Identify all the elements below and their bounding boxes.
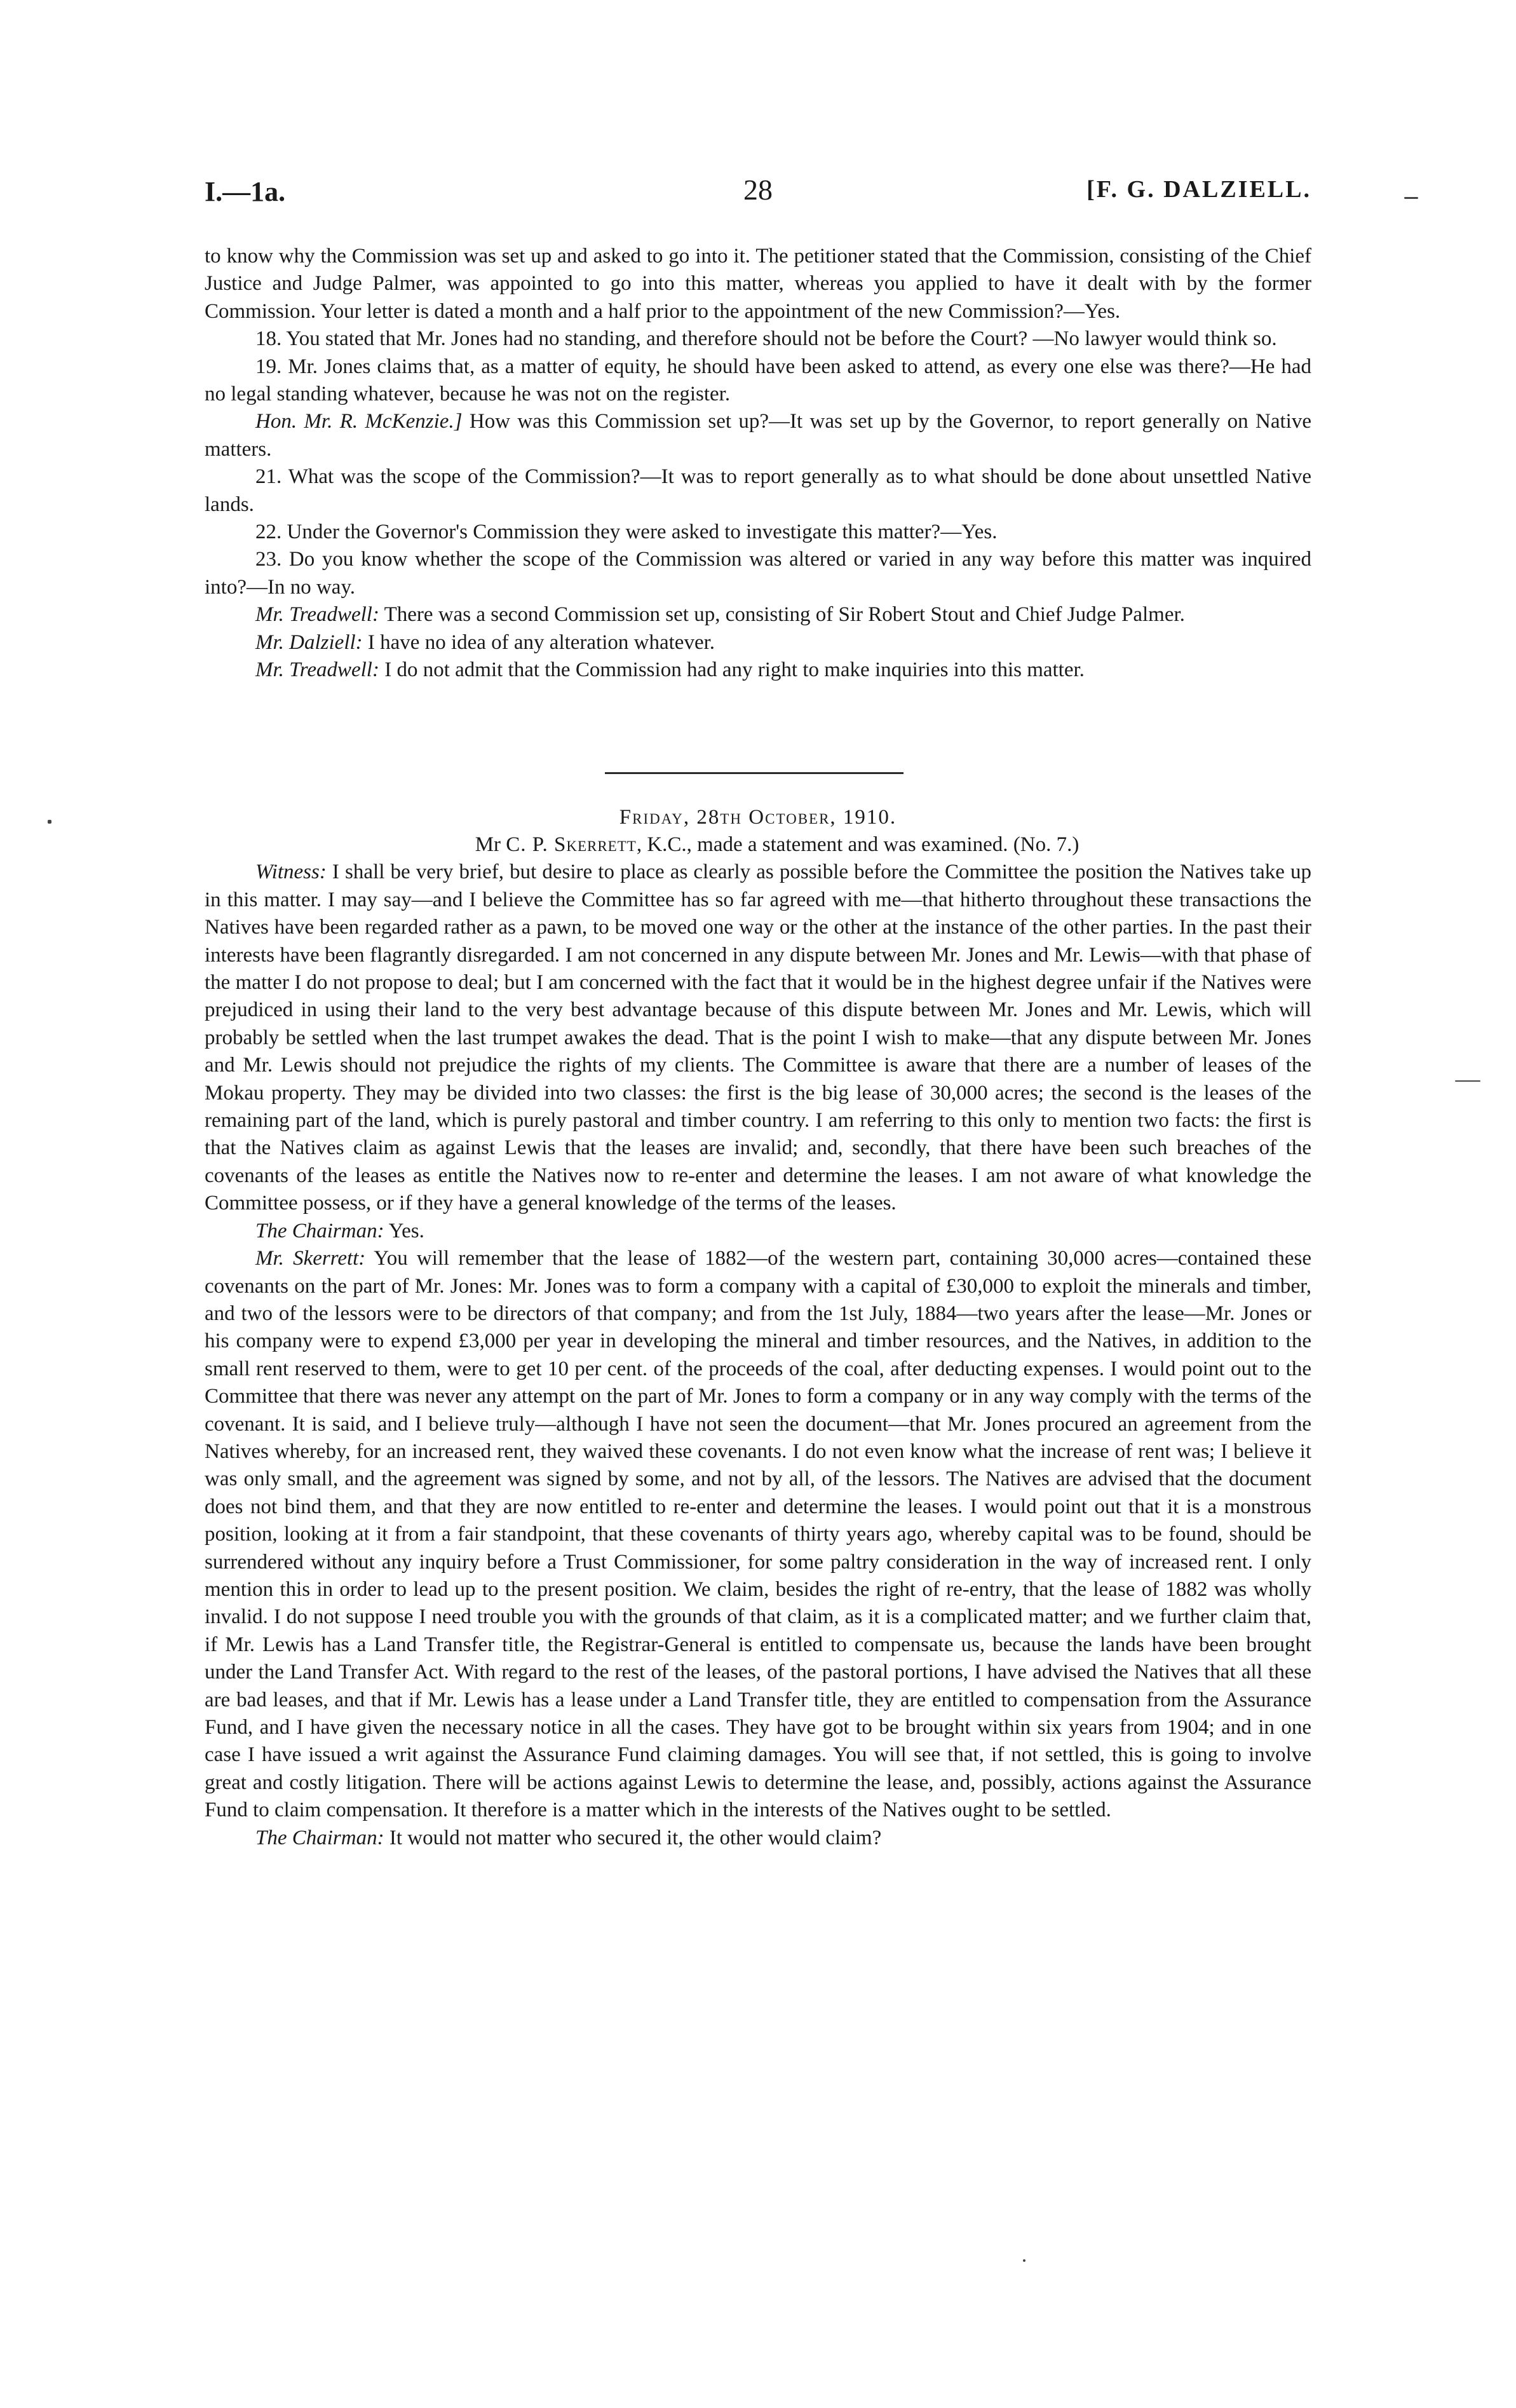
section-divider xyxy=(605,772,904,774)
question-23: 23. Do you know whether the scope of the Commission was altered or varied in any way before this matter was inquired into?—In no way. xyxy=(205,548,1311,599)
skerrett-statement xyxy=(205,831,1311,1852)
skerrett-remark xyxy=(205,1245,1311,1825)
chairman-remark-2 xyxy=(205,1825,1311,1852)
speech-text: There was a second Commission set up, consisting of Sir Robert Stout and Chief Judge Palmer. xyxy=(379,603,1185,627)
speech-text: I have no idea of any alteration whatever. xyxy=(362,630,715,654)
question-18: 18. You stated that Mr. Jones had no standing, and therefore should not be before the Court? —No lawyer would think so. xyxy=(255,327,1277,351)
paragraph-continuation: to know why the Commission was set up and asked to go into it. The petitioner stated that the Commission, consisting of the Chief Justice and Judge Palmer, was appointed to go into this matter, whereas you applied to have it dealt with by the former Commission. Your letter is dated a month and a half prior to the appointment of the new Commission?—Yes. xyxy=(205,245,1311,323)
speech-text: You will remember that the lease of 1882—of the western part, containing 30,000 acres—contained these covenants on the part of Mr. Jones: Mr. Jones was to form a company with a capital of £30,000 to exploit the minerals and timber, and two of the lessors were to be directors of that company; and from the 1st July, 1884—two years after the lease—Mr. Jones or his company were to expend £3,000 per year in developing the mineral and timber resources, and the Natives, in addition to the small rent reserved to them, were to get 10 per cent. of the proceeds of the coal, after deducting expenses. I would point out to the Committee that there was never any attempt on the part of Mr. Jones to form a company or in any way comply with the terms of the covenant. It is said, and I believe truly—although I have not seen the document—that Mr. Jones procured an agreement from the Natives whereby, for an increased rent, they waived these covenants. I do not even know what the increase of rent was; I believe it was only small, and the agreement was signed by some, and not by all, of the lessors. The Natives are advised that the document does not bind them, and that they are now entitled to re-enter and determine the leases. I would point out that it is a monstrous position, looking at it from a fair standpoint, that these covenants of thirty years ago, whereby capital was to be found, should be surrendered without any inquiry before a Trust Commissioner, for some paltry consideration in the way of increased rent. I only mention this in order to lead up to the present position. We claim, besides the right of re-entry, that the lease of 1882 was wholly invalid. I do not suppose I need trouble you with the grounds of that claim, as it is a complicated matter; and we further claim that, if Mr. Lewis has a Land Transfer title, the Registrar-General is entitled to compensate us, because the lands have been brought under the Land Transfer Act. With regard to the rest of the leases, of the pastoral portions, I have advised the Natives that all these are bad leases, and that if Mr. Lewis has a lease under a Land Transfer title, they are entitled to compensation from the Assurance Fund, and I have given the necessary notice in all the cases. They have got to be brought within six years from 1904; and in one case I have issued a writ against the Assurance Fund claiming damages. You will see that, if not settled, this is going to involve great and costly litigation. There will be actions against Lewis to determine the lease, and, possibly, actions against the Assurance Fund to claim compensation. It therefore is a matter which in the interests of the Natives ought to be settled. xyxy=(205,1247,1311,1822)
treadwell-remark-1 xyxy=(205,601,1311,629)
treadwell-remark-2 xyxy=(205,656,1311,684)
speaker-name: Hon. Mr. R. McKenzie.] xyxy=(255,410,463,433)
question-22: 22. Under the Governor's Commission they were asked to investigate this matter?—Yes. xyxy=(255,520,998,544)
speech-text: I do not admit that the Commission had any right to make inquiries into this matter. xyxy=(379,658,1085,682)
page-header xyxy=(205,175,1311,220)
speaker-name: Mr. Treadwell: xyxy=(255,658,379,682)
speaker-name: Mr. Dalziell: xyxy=(255,630,363,654)
evidence-continued xyxy=(205,243,1311,684)
speech-text: How was this Commission set up?—It was set up by the Governor, to report generally on Native matters. xyxy=(205,410,1311,461)
witness-name: C. P. Skerrett xyxy=(506,833,637,856)
sitting-date-heading: Friday, 28th October, 1910. xyxy=(619,806,897,829)
speaker-name: The Chairman: xyxy=(255,1219,384,1242)
scan-mark xyxy=(48,820,51,824)
speech-text: I shall be very brief, but desire to place as clearly as possible before the Committee the position the Natives take up in this matter. I may say—and I believe the Committee has so far agreed with me—that hitherto throughout these transactions the Natives have been regarded rather as a pawn, to be moved one way or the other at the instance of the other parties. In the past their interests have been flagrantly disregarded. I am not concerned in any dispute between Mr. Jones and Mr. Lewis—with that phase of the matter I do not propose to deal; but I am concerned with the fact that it would be in the highest degree unfair if the Natives were prejudiced in using their land to the very best advantage because of this dispute between Mr. Jones and Mr. Lewis, which will probably be settled when the last trumpet awakes the dead. That is the point I wish to make—that any dispute between Mr. Jones and Mr. Lewis should not prejudice the rights of my clients. The Committee is aware that there are a number of leases of the Mokau property. They may be divided into two classes: the first is the big lease of 30,000 acres; the second is the leases of the remaining part of the land, which is purely pastoral and timber country. I am referring to this only to mention two facts: the first is that the Natives claim as against Lewis that the leases are invalid; and, secondly, that there have been such breaches of the covenants of the leases as entitle the Natives now to re-enter and determine the leases. I am not aware of what knowledge the Committee possess, or if they have a general knowledge of the terms of the leases. xyxy=(205,860,1311,1215)
question-19: 19. Mr. Jones claims that, as a matter of equity, he should have been asked to attend, as every one else was there?—He had no legal standing whatever, because he was not on the register. xyxy=(205,355,1311,406)
speaker-name: Mr. Skerrett: xyxy=(255,1247,366,1270)
speech-text: Yes. xyxy=(384,1219,424,1242)
dalziell-remark xyxy=(205,629,1311,656)
chairman-remark-1 xyxy=(205,1218,1311,1245)
speaker-name: Mr. Treadwell: xyxy=(255,603,379,627)
speech-text: It would not matter who secured it, the other would claim? xyxy=(384,1826,882,1849)
scan-mark xyxy=(1455,1080,1480,1082)
speaker-name: Witness: xyxy=(255,860,327,884)
scan-mark xyxy=(1023,2259,1025,2262)
witness-heading: Mr C. P. Skerrett, K.C., made a statement and was examined. (No. 7.) xyxy=(475,833,1079,856)
page-number: 28 xyxy=(743,173,773,206)
question-20 xyxy=(205,408,1311,463)
witness-statement xyxy=(205,859,1311,1217)
question-21: 21. What was the scope of the Commission?—It was to report generally as to what should be done about unsettled Native lands. xyxy=(205,465,1311,516)
paper-reference: I.—1a. xyxy=(205,176,286,207)
witness-running-head: [F. G. DALZIELL. xyxy=(1086,176,1311,203)
speaker-name: The Chairman: xyxy=(255,1826,384,1849)
scan-mark xyxy=(1404,197,1418,199)
